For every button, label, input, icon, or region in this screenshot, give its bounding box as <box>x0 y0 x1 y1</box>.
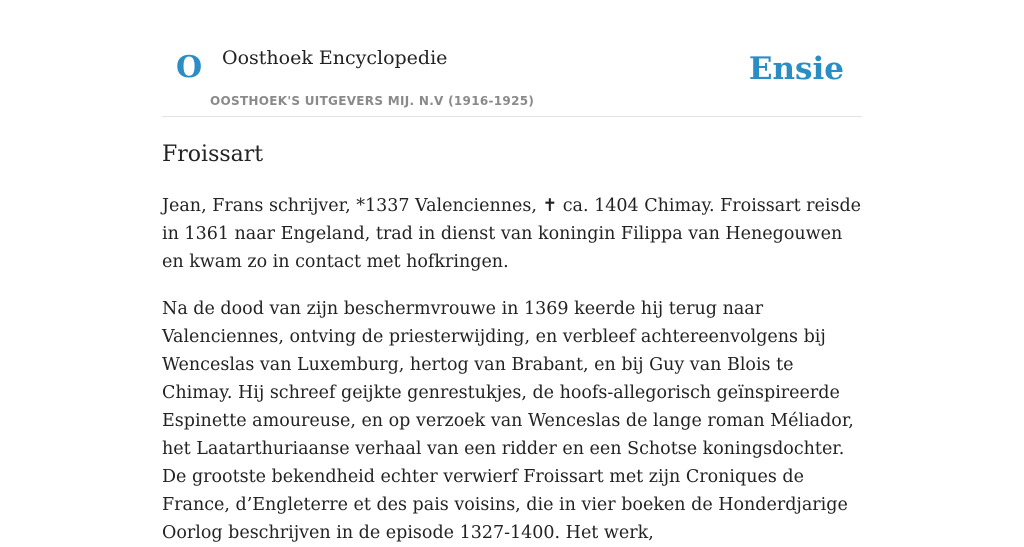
source-logo-icon[interactable]: O <box>176 50 203 85</box>
article-title: Froissart <box>162 142 264 167</box>
source-header <box>162 0 862 117</box>
source-subtitle: OOSTHOEK'S UITGEVERS MIJ. N.V (1916-1925) <box>210 94 535 108</box>
article-paragraph: Na de dood van zijn beschermvrouwe in 1369 keerde hij terug naar Valenciennes, ontving de priesterwijding, en verbleef achtereenvolgens bij Wenceslas van Luxemburg, hertog van Brabant, en bij Guy van Blois te Chimay. Hij schreef geijkte genrestukjes, de hoofs-allegorisch geïnspireerde Espinette amoureuse, en op verzoek van Wenceslas de lange roman Méliador, het Laatarthuriaanse verhaal van een ridder en een Schotse koningsdochter. De grootste bekendheid echter verwierf Froissart met zijn Croniques de France, d’Engleterre et des pais voisins, die in vier boeken de Honderdjarige Oorlog beschrijven in de episode 1327-1400. Het werk, <box>162 299 854 543</box>
article-paragraph: Jean, Frans schrijver, *1337 Valenciennes, ✝ ca. 1404 Chimay. Froissart reisde in 1361 naar Engeland, trad in dienst van koningin Filippa van Henegouwen en kwam zo in contact met hofkringen. <box>162 196 862 272</box>
source-title[interactable]: Oosthoek Encyclopedie <box>222 47 448 69</box>
article <box>162 137 862 547</box>
brand-logo[interactable]: Ensie <box>748 51 844 87</box>
